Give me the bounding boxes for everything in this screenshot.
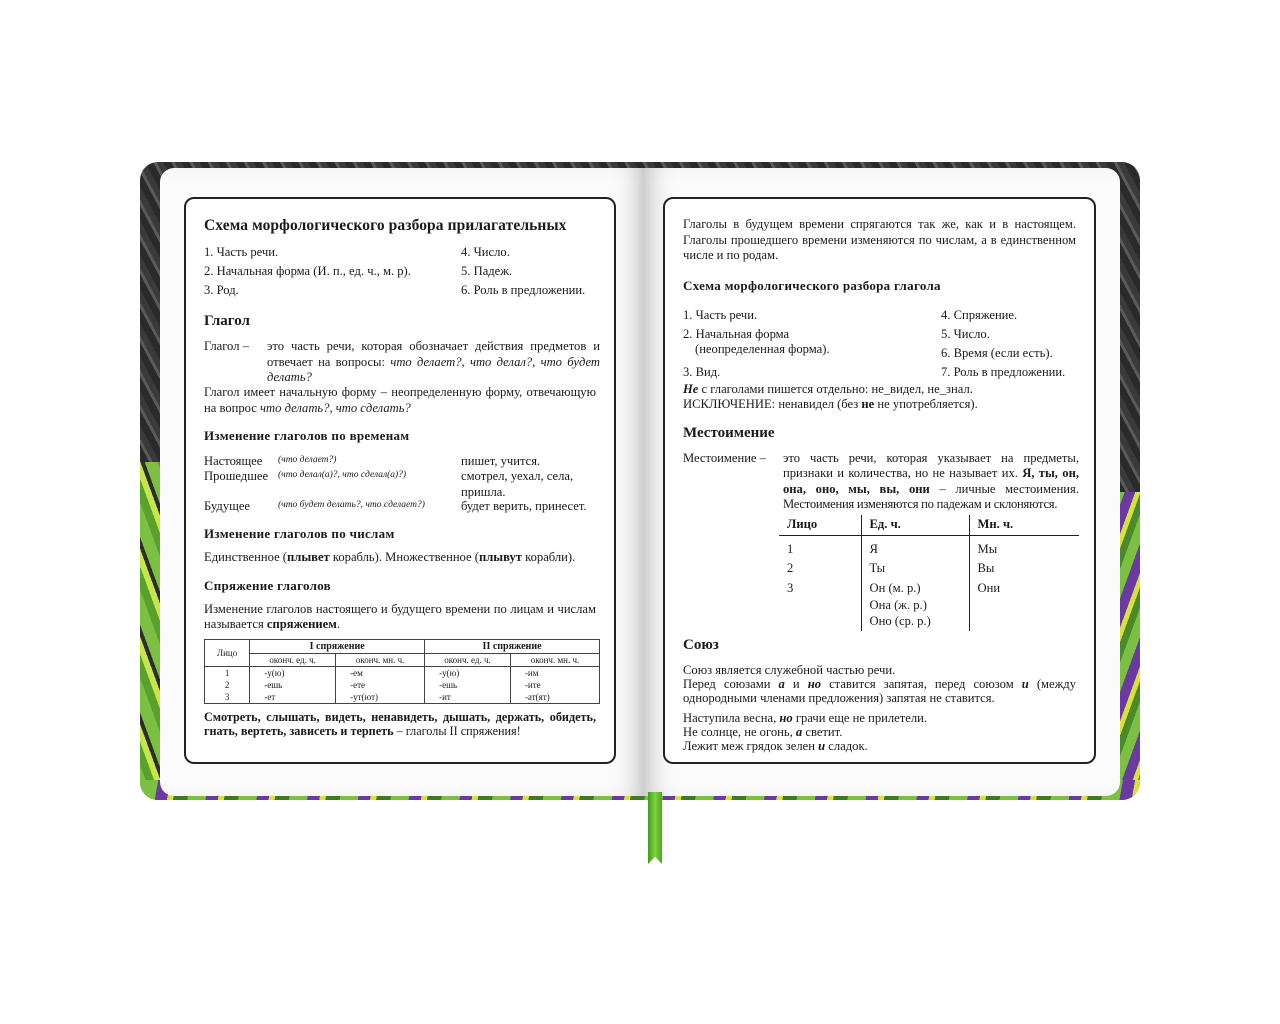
right-content-frame — [663, 197, 1096, 764]
table-cell: -им — [510, 666, 599, 679]
table-cell: Они — [977, 580, 1001, 595]
adj-scheme-title: Схема морфологического разбора прилагательных — [204, 217, 567, 234]
example-part: Не солнце, не огонь, — [683, 725, 796, 739]
left-content-frame — [184, 197, 616, 764]
verb-term: Глагол – — [204, 339, 249, 353]
verb-infinitive — [204, 385, 596, 416]
tense-title: Изменение глаголов по временам — [204, 428, 410, 443]
table-row — [779, 598, 1079, 614]
list-item: 3. Род. — [204, 283, 239, 297]
table-subheader: оконч. мн. ч. — [510, 653, 599, 666]
verb-scheme-list — [683, 307, 1076, 379]
table-cell — [779, 614, 861, 632]
table-cell: Он (м. р.) — [861, 579, 969, 599]
table-row — [779, 559, 1079, 579]
ne-bold: Не — [683, 381, 699, 396]
table-row — [205, 679, 600, 691]
conj-examples-end: – глаголы II спряжения! — [393, 724, 521, 738]
union-rule-part: ставится запятая, перед союзом — [821, 677, 1022, 691]
table-cell: 2 — [779, 559, 861, 579]
union-rule — [683, 677, 1076, 705]
verb-inf-text: Глагол имеет начальную форму – неопределенную форму, отвечающую на вопрос — [204, 385, 596, 415]
table-row — [779, 535, 1079, 559]
conj-text-bold: спряжением — [266, 617, 337, 631]
num-sing-bold: плывет — [287, 550, 330, 564]
table-cell: -ите — [510, 679, 599, 691]
example-part: сладок. — [825, 739, 868, 753]
pronoun-term: Местоимение – — [683, 450, 766, 465]
tense-example: смотрел, уехал, села, пришла. — [461, 469, 574, 499]
list-item: 5. Падеж. — [461, 264, 513, 278]
list-item: 1. Часть речи. — [683, 307, 758, 322]
conj-title: Спряжение глаголов — [204, 577, 332, 593]
list-item: 1. Часть речи. — [204, 245, 279, 259]
verb-def-line2: и отвечает на вопросы: — [267, 339, 600, 369]
table-cell: Ты — [861, 559, 969, 579]
exception-bold: не — [861, 397, 875, 411]
list-item: 5. Число. — [941, 326, 990, 341]
number-title: Изменение глаголов по числам — [204, 526, 395, 541]
pronoun-def-decl: Местоимения изменяются по падежам и склоняются. — [783, 497, 1058, 511]
table-cell: -ет — [250, 691, 336, 704]
table-cell — [969, 598, 1079, 614]
table-cell: 3 — [205, 691, 250, 704]
table-cell: -ут(ют) — [336, 691, 425, 704]
pronoun-def-end: – личные местоимения. — [929, 481, 1079, 496]
list-item: 6. Роль в предложении. — [461, 283, 586, 297]
pronoun-def-text — [783, 451, 1079, 513]
tense-name: Прошедшее — [204, 469, 269, 483]
conj-examples — [204, 710, 596, 739]
list-item: (неопределенная форма). — [695, 341, 830, 356]
bookmark-ribbon — [648, 792, 662, 864]
table-cell: -ешь — [250, 679, 336, 691]
table-row — [205, 691, 600, 704]
verb-title: Глагол — [204, 313, 250, 329]
list-item: 4. Спряжение. — [941, 307, 1018, 322]
union-example — [683, 711, 1076, 725]
exception-label: ИСКЛЮЧЕНИЕ: — [683, 397, 776, 411]
verb-def-questions: что делает?, что делал?, что будет делать? — [267, 354, 601, 384]
union-example — [683, 739, 1076, 753]
verb-future-intro: Глаголы в будущем времени спрягаются так же, как и в настоящем. Глаголы прошедшего времени изменяются по числам, а в единственном числе и по родам. — [683, 217, 1076, 262]
tense-example: пишет, учится. — [461, 454, 541, 468]
table-cell: -ат(ят) — [510, 691, 599, 704]
example-part: грачи еще не прилетели. — [792, 711, 928, 725]
tense-question: (что будет делать?, что сделает?) — [278, 500, 425, 510]
table-header: I спряжение — [250, 639, 425, 653]
table-header: II спряжение — [425, 639, 600, 653]
verb-scheme-title: Схема морфологического разбора глагола — [683, 277, 941, 293]
table-subheader: оконч. ед. ч. — [425, 653, 511, 666]
verb-inf-questions: что делать?, что сделать? — [260, 400, 411, 415]
num-sing: Единственное ( — [204, 550, 287, 564]
conjugation-table — [204, 639, 600, 704]
pronoun-definition — [683, 450, 1079, 513]
list-item: 3. Вид. — [683, 364, 721, 379]
num-sing-end: корабль). — [329, 550, 383, 564]
conj-text-main: Изменение глаголов настоящего и будущего времени по лицам и числам называется — [204, 601, 596, 631]
pronoun-personal-list: Я, ты, он, она, оно, мы, вы, они — [783, 466, 1079, 496]
union-rule-part: Перед союзами — [683, 677, 779, 691]
ne-rule — [683, 382, 1076, 398]
table-header: Ед. ч. — [861, 515, 969, 536]
table-subheader: оконч. мн. ч. — [336, 653, 425, 666]
num-plur-bold: плывут — [478, 550, 522, 564]
table-cell: -у(ю) — [250, 666, 336, 679]
num-plur-end: корабли). — [521, 550, 576, 564]
exception-rule — [683, 397, 1076, 413]
verb-def-text — [267, 339, 600, 386]
tense-name: Будущее — [204, 499, 251, 513]
example-part: светит. — [802, 725, 843, 739]
example-part: Наступила весна, — [683, 711, 780, 725]
table-header: Мн. ч. — [969, 515, 1079, 536]
exception-text: ненавидел (без — [775, 397, 862, 411]
tense-question: (что делает?) — [278, 455, 337, 465]
union-rule-part: и — [784, 677, 808, 691]
table-cell: Вы — [977, 561, 995, 575]
pronoun-title: Местоимение — [683, 424, 775, 441]
num-plur: Множественное ( — [382, 550, 479, 564]
table-row — [205, 666, 600, 679]
table-cell: -ит — [425, 691, 511, 704]
table-cell — [779, 598, 861, 614]
table-cell: 1 — [205, 666, 250, 679]
tense-example: будет верить, принесет. — [461, 499, 587, 513]
tense-list — [204, 454, 596, 512]
example-conj: а — [795, 725, 803, 739]
pronoun-table — [779, 515, 1079, 632]
union-a: а — [778, 677, 785, 691]
union-no: но — [807, 677, 822, 691]
list-item: 2. Начальная форма (И. п., ед. ч., м. р). — [204, 264, 411, 278]
example-conj: и — [818, 739, 826, 753]
table-cell: 2 — [205, 679, 250, 691]
table-cell: Оно (ср. р.) — [861, 614, 969, 632]
union-rule-part: (между однородными членами предложения) запятая не ставится. — [683, 677, 1076, 705]
verb-definition — [204, 339, 601, 385]
table-cell: -ем — [336, 666, 425, 679]
adj-scheme-list — [204, 245, 596, 305]
tense-name: Настоящее — [204, 454, 263, 468]
union-i: и — [1021, 677, 1029, 691]
number-text — [204, 550, 596, 566]
table-cell — [969, 614, 1079, 632]
table-subheader: оконч. ед. ч. — [250, 653, 336, 666]
tense-question: (что делал(а)?, что сделал(а)?) — [278, 470, 407, 480]
example-conj: но — [779, 711, 793, 725]
table-cell: 1 — [779, 535, 861, 559]
conj-text: Изменение глаголов настоящего и будущего времени по лицам и числам называется спряжением. — [204, 601, 596, 631]
example-part: Лежит меж грядок зелен — [683, 739, 819, 753]
table-cell: Я — [861, 535, 969, 559]
table-header: Лицо — [779, 515, 861, 536]
conj-examples-bold: Смотреть, слышать, видеть, ненавидеть, дышать, держать, обидеть, гнать, вертеть, зависеть и терпеть — [204, 709, 596, 738]
union-example — [683, 725, 1076, 739]
exception-end: не употребляется). — [874, 397, 978, 411]
list-item: 7. Роль в предложении. — [941, 364, 1066, 379]
table-cell: Мы — [977, 541, 998, 556]
table-cell: -ешь — [425, 679, 511, 691]
ne-text: с глаголами пишется отдельно: не_видел, не_знал. — [698, 381, 973, 396]
list-item: 2. Начальная форма — [683, 326, 790, 341]
table-header: Лицо — [205, 639, 250, 666]
table-row — [779, 579, 1079, 599]
table-cell: Она (ж. р.) — [861, 598, 969, 614]
union-title: Союз — [683, 637, 719, 653]
verb-def-line1: это часть речи, которая обозначает действия предметов — [267, 339, 587, 353]
union-def: Союз является служебной частью речи. — [683, 663, 896, 677]
table-cell: 3 — [779, 579, 861, 599]
pronoun-def-main: это часть речи, которая указывает на предметы, признаки и количества, но не называет их. — [783, 450, 1079, 480]
table-cell: -у(ю) — [425, 666, 511, 679]
list-item: 6. Время (если есть). — [941, 345, 1053, 360]
table-row — [779, 614, 1079, 632]
list-item: 4. Число. — [461, 245, 510, 259]
table-cell: -ете — [336, 679, 425, 691]
